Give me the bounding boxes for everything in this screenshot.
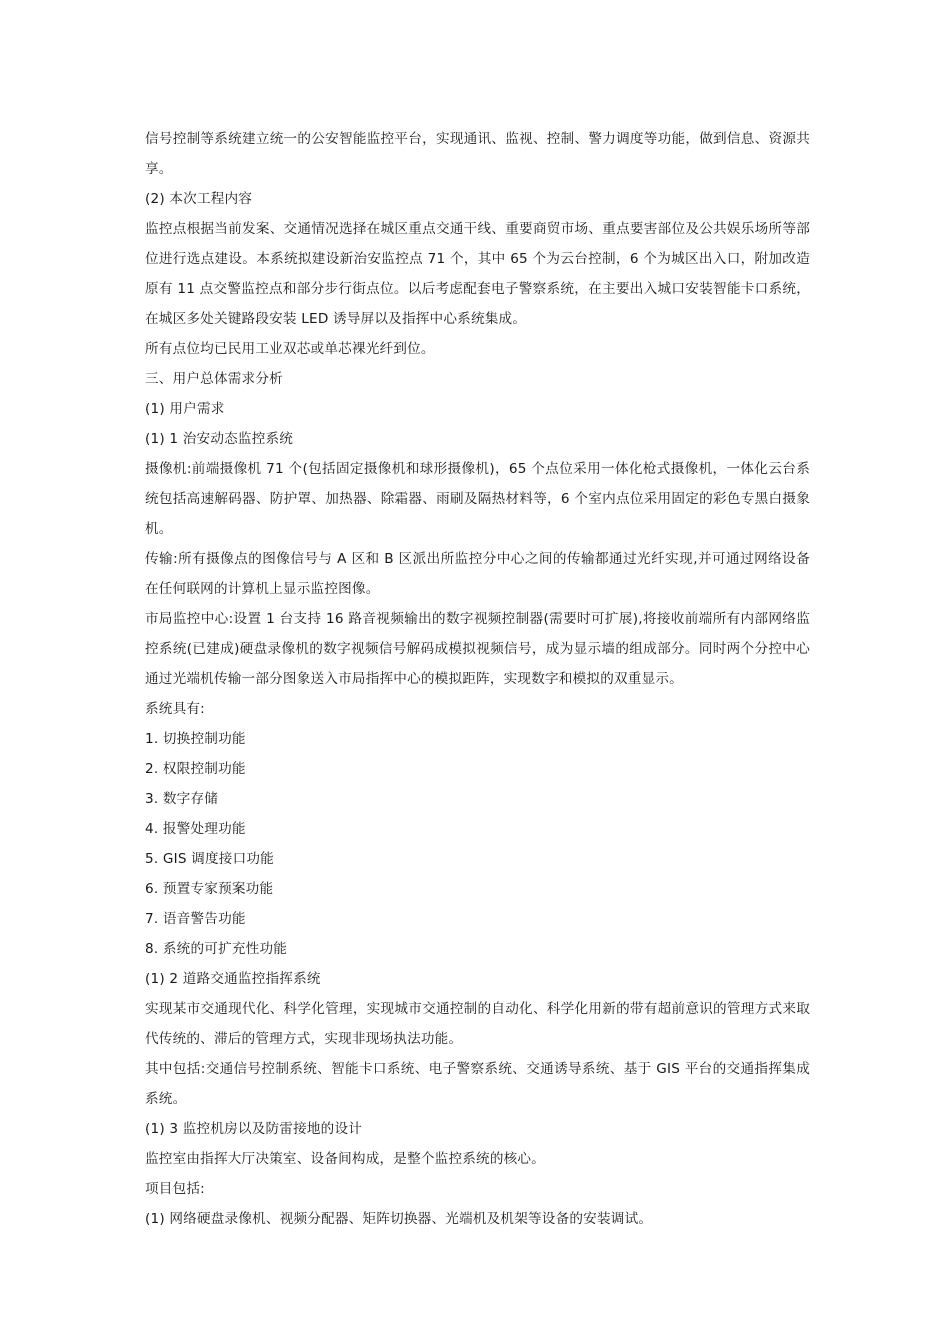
paragraph-transmission: 传输:所有摄像点的图像信号与 A 区和 B 区派出所监控分中心之间的传输都通过光纤实现,并可通过网络设备在任何联网的计算机上显示监控图像。 [145, 551, 810, 597]
paragraph-system-features-intro: 系统具有: [145, 701, 205, 717]
paragraph-traffic-components: 其中包括:交通信号控制系统、智能卡口系统、电子警察系统、交通诱导系统、基于 GIS 平台的交通指挥集成系统。 [145, 1061, 810, 1107]
list-item: 8. 系统的可扩充性功能 [145, 941, 288, 957]
list-item: 1. 切换控制功能 [145, 731, 246, 747]
list-item: 2. 权限控制功能 [145, 761, 246, 777]
paragraph-cameras: 摄像机:前端摄像机 71 个(包括固定摄像机和球形摄像机)，65 个点位采用一体化枪式摄像机，一体化云台系统包括高速解码器、防护罩、加热器、除霜器、雨刷及隔热材料等，6 个室内点位采用固定的彩色专黑白摄象机。 [145, 461, 810, 537]
list-item: 6. 预置专家预案功能 [145, 881, 274, 897]
subsection-heading-control-room: (1) 3 监控机房以及防雷接地的设计 [145, 1121, 363, 1137]
list-item: 5. GIS 调度接口功能 [145, 851, 274, 867]
chapter-heading-requirements: 三、用户总体需求分析 [145, 371, 283, 387]
paragraph-project-item-1: (1) 网络硬盘录像机、视频分配器、矩阵切换器、光端机及机架等设备的安装调试。 [145, 1211, 653, 1227]
list-item: 3. 数字存储 [145, 791, 219, 807]
paragraph-control-room: 监控室由指挥大厅决策室、设备间构成，是整个监控系统的核心。 [145, 1151, 546, 1167]
paragraph-3: 监控点根据当前发案、交通情况选择在城区重点交通干线、重要商贸市场、重点要害部位及公共娱乐场所等部位进行选点建设。本系统拟建设新治安监控点 71 个，其中 65 个为云台控制，6 个为城区出入口，附加改造原有 11 点交警监控点和部分步行街点位。以后考虑配套电子警察系统，在主要出入城口安装智能卡口系统，在城区多处关键路段安装 LED 诱导屏以及指挥中心系统集成。 [145, 221, 810, 327]
paragraph-monitoring-center: 市局监控中心:设置 1 台支持 16 路音视频输出的数字视频控制器(需要时可扩展),将接收前端所有内部网络监控系统(已建成)硬盘录像机的数字视频信号解码成模拟视频信号，成为显示墙的组成部分。同时两个分控中心通过光端机传输一部分图象送入市局指挥中心的模拟距阵，实现数字和模拟的双重显示。 [145, 611, 810, 687]
list-item: 4. 报警处理功能 [145, 821, 246, 837]
list-item: 7. 语音警告功能 [145, 911, 246, 927]
section-heading-project-content: (2) 本次工程内容 [145, 191, 253, 207]
section-heading-user-needs: (1) 用户需求 [145, 401, 225, 417]
paragraph-project-includes: 项目包括: [145, 1181, 205, 1197]
subsection-heading-traffic-monitoring: (1) 2 道路交通监控指挥系统 [145, 971, 321, 987]
paragraph-1: 信号控制等系统建立统一的公安智能监控平台，实现通讯、监视、控制、警力调度等功能，做到信息、资源共享。 [145, 131, 810, 177]
paragraph-traffic-goal: 实现某市交通现代化、科学化管理，实现城市交通控制的自动化、科学化用新的带有超前意识的管理方式来取代传统的、滞后的管理方式，实现非现场执法功能。 [145, 1001, 810, 1047]
document-body [145, 124, 810, 1234]
paragraph-4: 所有点位均已民用工业双芯或单芯裸光纤到位。 [145, 341, 435, 357]
subsection-heading-security-monitoring: (1) 1 治安动态监控系统 [145, 431, 294, 447]
